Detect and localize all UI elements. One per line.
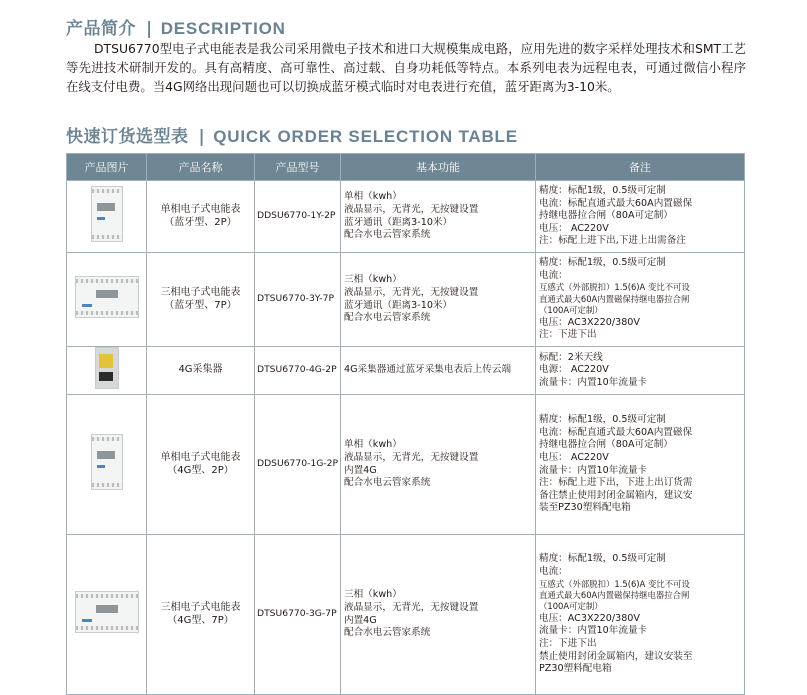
table-header-row [67, 154, 745, 181]
note-line: 注：下进下出 [539, 329, 597, 341]
product-notes-cell [536, 181, 745, 253]
note-line: 流量卡：内置10年流量卡 [539, 376, 648, 388]
header-model: 产品型号 [255, 154, 341, 181]
table-row [67, 181, 745, 253]
selection-table [66, 153, 745, 695]
product-model-cell: DTSU6770-4G-2P [255, 347, 341, 395]
note-line: 持继电器拉合闸（80A可定制） [539, 210, 673, 222]
product-name-line: 三相电子式电能表 [160, 601, 241, 613]
function-line: 液晶显示，无背光，无按键设置 [344, 286, 479, 298]
note-line: 直通式最大60A内置磁保持继电器拉合闸 [539, 589, 690, 600]
product-name-line: （蓝牙型、2P） [164, 216, 237, 228]
product-name-cell [147, 395, 255, 535]
function-line: 单相（kwh） [344, 191, 402, 203]
function-line: 配合水电云管家系统 [344, 477, 431, 489]
three-phase-meter-icon [75, 310, 139, 321]
product-notes-cell [536, 347, 745, 395]
description-title-en: DESCRIPTION [160, 19, 286, 38]
note-line: 流量卡：内置10年流量卡 [539, 464, 648, 476]
header-image: 产品图片 [67, 154, 147, 181]
product-image-cell [67, 347, 147, 395]
table-row [67, 347, 745, 395]
note-line: 注：标配上进下出，下进上出订货需 [539, 477, 693, 489]
product-name-line: 单相电子式电能表 [160, 451, 241, 463]
note-line: 电流：标配直通式最大60A内置磁保 [539, 426, 693, 438]
table-row [67, 395, 745, 535]
description-text: DTSU6770型电子式电能表是我公司采用微电子技术和进口大规模集成电路，应用先进的数字采样处理技术和SMT工艺等先进技术研制开发的。具有高精度、高可靠性、高过载、自身功耗低等特点。本系列电表为远程电表，可通过微信小程序在线支付电费。当4G网络出现问题也可以切换成蓝牙模式临时对电表进行充值，蓝牙距离为3-10米。 [66, 41, 746, 94]
note-line: 互感式（外部脱扣）1.5(6)A 变比不可设 [539, 578, 690, 589]
note-line: 精度：标配1级，0.5级可定制 [539, 185, 666, 197]
note-line: （100A可定制） [539, 601, 603, 612]
product-name-line: 单相电子式电能表 [160, 203, 241, 215]
note-line: 装至PZ30塑料配电箱 [539, 502, 631, 514]
product-functions-cell [341, 347, 536, 395]
note-line: 电流：标配直通式最大60A内置磁保 [539, 197, 693, 209]
function-line: 配合水电云管家系统 [344, 627, 431, 639]
note-line: 持继电器拉合闸（80A可定制） [539, 439, 673, 451]
order-table-heading [66, 122, 518, 147]
note-line: 精度：标配1级，0.5级可定制 [539, 257, 666, 269]
product-functions-cell [341, 181, 536, 253]
function-line: 三相（kwh） [344, 589, 402, 601]
product-name-cell [147, 535, 255, 695]
note-line: 电压：AC3X220/380V [539, 316, 640, 328]
three-phase-meter-icon [75, 625, 139, 636]
header-functions: 基本功能 [341, 154, 536, 181]
note-line: 注：下进下出 [539, 637, 597, 649]
description-heading [66, 14, 286, 39]
heading-separator: | [198, 127, 206, 147]
function-line: 配合水电云管家系统 [344, 312, 431, 324]
product-image-cell [67, 535, 147, 695]
product-notes-cell [536, 535, 745, 695]
product-name-line: 4G采集器 [178, 364, 223, 376]
product-image-cell [67, 395, 147, 535]
note-line: 直通式最大60A内置磁保持继电器拉合闸 [539, 293, 690, 304]
note-line: 电流： [539, 269, 568, 281]
product-name-line: （4G型、7P） [167, 614, 234, 626]
product-model-cell: DTSU6770-3G-7P [255, 535, 341, 695]
product-name-line: （蓝牙型、7P） [164, 299, 237, 311]
table-row [67, 253, 745, 347]
heading-separator: | [146, 19, 153, 39]
function-line: 配合水电云管家系统 [344, 229, 431, 241]
single-phase-meter-icon [91, 234, 123, 245]
product-functions-cell [341, 535, 536, 695]
product-notes-cell [536, 395, 745, 535]
header-name: 产品名称 [147, 154, 255, 181]
product-functions-cell [341, 395, 536, 535]
table-row [67, 535, 745, 695]
function-line: 蓝牙通讯（距离3-10米） [344, 299, 453, 311]
description-title-cn: 产品简介 [66, 19, 136, 39]
product-model-cell: DDSU6770-1Y-2P [255, 181, 341, 253]
note-line: 电流： [539, 565, 568, 577]
note-line: PZ30塑料配电箱 [539, 663, 612, 675]
product-notes-cell [536, 253, 745, 347]
order-table-title-en: QUICK ORDER SELECTION TABLE [213, 127, 518, 146]
note-line: 禁止使用封闭金属箱内，建议安装至 [539, 650, 693, 662]
product-name-cell [147, 181, 255, 253]
product-model-cell: DDSU6770-1G-2P [255, 395, 341, 535]
function-line: 内置4G [344, 614, 377, 626]
note-line: 精度：标配1级，0.5级可定制 [539, 553, 666, 565]
note-line: 流量卡：内置10年流量卡 [539, 625, 648, 637]
product-name-line: 三相电子式电能表 [160, 286, 241, 298]
single-phase-meter-icon [91, 482, 123, 493]
product-name-line: （4G型、2P） [167, 464, 234, 476]
header-notes: 备注 [536, 154, 745, 181]
product-name-cell [147, 253, 255, 347]
function-line: 单相（kwh） [344, 439, 402, 451]
note-line: 精度：标配1级，0.5级可定制 [539, 414, 666, 426]
4g-collector-icon [95, 381, 119, 392]
note-line: 注：标配上进下出,下进上出需备注 [539, 235, 686, 247]
note-line: （100A可定制） [539, 305, 603, 316]
note-line: 电压： AC220V [539, 451, 609, 463]
function-line: 蓝牙通讯（距离3-10米） [344, 216, 453, 228]
function-line: 4G采集器通过蓝牙采集电表后上传云端 [344, 364, 512, 376]
product-model-cell: DTSU6770-3Y-7P [255, 253, 341, 347]
product-image-cell [67, 181, 147, 253]
product-name-cell [147, 347, 255, 395]
order-table-title-cn: 快速订货选型表 [66, 127, 189, 147]
note-line: 电压：AC3X220/380V [539, 612, 640, 624]
note-line: 电压： AC220V [539, 222, 609, 234]
function-line: 液晶显示，无背光，无按键设置 [344, 451, 479, 463]
note-line: 标配：2米天线 [539, 351, 603, 363]
function-line: 液晶显示，无背光，无按键设置 [344, 203, 479, 215]
function-line: 液晶显示，无背光，无按键设置 [344, 601, 479, 613]
product-image-cell [67, 253, 147, 347]
function-line: 内置4G [344, 464, 377, 476]
note-line: 电源： AC220V [539, 364, 609, 376]
note-line: 互感式（外部脱扣）1.5(6)A 变比不可设 [539, 282, 690, 293]
function-line: 三相（kwh） [344, 274, 402, 286]
note-line: 备注禁止使用封闭金属箱内，建议安 [539, 489, 693, 501]
product-functions-cell [341, 253, 536, 347]
